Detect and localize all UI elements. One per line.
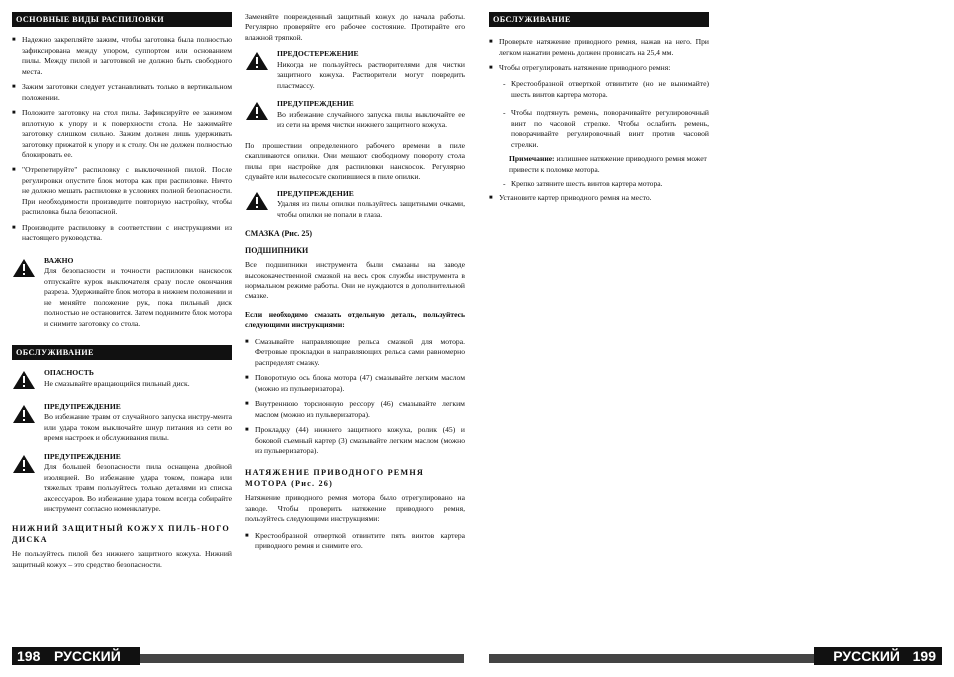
left-column-2 [245, 12, 465, 557]
bullet-marker: ■ [12, 224, 16, 231]
list-item: ■ Установите картер приводного ремня на место. [489, 193, 652, 203]
warning-text: Во избежание случайного запуска пилы выключайте ее из сети на время чистки нижнего защитного кожуха. [277, 109, 465, 130]
warning-triangle-icon [245, 101, 269, 121]
right-column-1 [489, 12, 709, 209]
paragraph-bold: Если необходимо смазать отдельную деталь, пользуйтесь следующими инструкциями: [245, 309, 465, 330]
paragraph: По прошествии определенного рабочего времени в пиле скапливаются опилки. Они мешают свободному повороту стола пилы при настройке для распиловки нанскосок. Регулярно сдувайте или вылесосьте скопившиеся в пиле опилки. [245, 140, 465, 182]
important-text: Для безопасности и точности распиловки нанскосок отпускайте курок выключателя сразу после окончания разреза. Удерживайте блок мотора в нижнем положении и не меняйте положение рук, пока пильный диск полностью не остановится. Затем поднимите блок мотора и снимите заготовку со стола. [44, 266, 233, 328]
list-item: ■ Прокладку (44) нижнего защитного кожуха, ролик (45) и боковой съемный картер (3) смазывайте легким маслом (можно из пульверизатора). [245, 425, 465, 456]
warning-text: Удаляя из пилы опилки пользуйтесь защитными очками, чтобы опилки не попали в глаза. [277, 199, 465, 219]
dash-item: - Чтобы подтянуть ремень, поворачивайте регулировочный винт по часовой стрелке. Чтобы ослабить ремень, поворачивайте регулировочный винт против часовой стрелки. [503, 108, 709, 149]
note-label: Примечание: [509, 154, 555, 164]
subheading-bearings: ПОДШИПНИКИ [245, 246, 309, 255]
warning-block [12, 452, 232, 515]
warning-triangle-icon [245, 191, 269, 211]
danger-block [12, 368, 232, 393]
dash-marker: - [503, 79, 506, 89]
caution-text: Никогда не пользуйтесь растворителями для чистки защитного кожуха. Растворители могут повредить пластмассу. [277, 59, 465, 90]
dash-item: - Крестообразной отверткой отвинтите (но не вынимайте) шесть винтов картера мотора. [503, 79, 709, 99]
left-column-1 [12, 12, 232, 576]
page-number: 199 [912, 648, 936, 664]
list-item: ■ Зажим заготовки следует устанавливать только в вертикальном положении. [12, 82, 232, 102]
list-item: ■ Производите распиловку в соответствии с инструкциями из настоящего руководства. [12, 222, 232, 243]
list-item: ■ "Отрепетируйте" распиловку с выключенной пилой. После регулировки опустите блок мотора как при распиловке. Ничто не должно мешать распиловке в условиях полной безопасности. При необходимости произведите повторную настройку, чтобы распиловка была безопасной. [12, 165, 232, 217]
paragraph: Все подшипники инструмента были смазаны на заводе высококачественной смазкой на весь срок службы инструмента в нормальном режиме работы. Они не нуждаются в дополнительной смазке. [245, 260, 465, 301]
important-block [12, 256, 232, 329]
page-language: РУССКИЙ [833, 648, 900, 664]
note [509, 154, 709, 175]
caution-block [245, 49, 465, 91]
section-header-maintenance: ОБСЛУЖИВАНИЕ [12, 345, 232, 360]
list-item: ■ Внутреннюю торсионную рессору (46) смазывайте легким маслом (можно из пульверизатора). [245, 399, 465, 419]
paragraph: Не пользуйтесь пилой без нижнего защитного кожуха. Нижний защитный кожух – это средство безопасности. [12, 549, 232, 569]
bullet-marker: ■ [245, 427, 249, 434]
paragraph: Заменяйте поврежденный защитный кожух до начала работы. Регулярно проверяйте его рабочее состояние. Протирайте его влажной тряпкой. [245, 12, 465, 42]
warning-block [245, 189, 465, 220]
section-header-cutting-types: ОСНОВНЫЕ ВИДЫ РАСПИЛОВКИ [12, 12, 232, 27]
warning-triangle-icon [12, 258, 36, 278]
bullet-marker: ■ [489, 195, 493, 202]
danger-title: ОПАСНОСТЬ [44, 368, 94, 378]
list-item: ■ Смазывайте направляющие рельса смазкой для мотора. Фетровые прокладки в направляющих рельса сами равномерно распределят смазку. [245, 336, 465, 367]
footer-right [489, 647, 942, 665]
list-item: ■ Надежно закрепляйте зажим, чтобы заготовка была полностью зафиксирована между упором, суппортом или основанием пилы. Между пилой и заготовкой не должно быть свободного места. [12, 35, 232, 76]
warning-block [245, 99, 465, 130]
paragraph: Натяжение приводного ремня мотора было отрегулировано на заводе. Чтобы проверить натяжение приводного ремня, пользуйтесь следующими инструкциями: [245, 493, 465, 524]
warning-text: Во избежание травм от случайного запуска инстру-мента или удара током выключайте шнур питания из сети во время настроек и обслуживания пилы. [44, 412, 232, 443]
warning-title: ПРЕДУПРЕЖДЕНИЕ [44, 401, 121, 411]
list-item: ■ Положите заготовку на стол пилы. Зафиксируйте ее зажимом вплотную к упору и к поверхности стола. Не зажимайте заготовку слишком сильно. Зажим должен лишь удерживать заготовку прижатой к упору и к столу. Он не должен полностью блокировать ее. [12, 108, 232, 159]
warning-triangle-icon [12, 454, 36, 474]
warning-triangle-icon [12, 370, 36, 390]
bullet-marker: ■ [245, 401, 249, 408]
note-text: излишнее натяжение приводного ремня может привести к поломке мотора. [509, 154, 707, 174]
caution-title: ПРЕДОСТЕРЕЖЕНИЕ [277, 49, 359, 59]
bullet-marker: ■ [12, 37, 16, 44]
list-item: ■ Поворотную ось блока мотора (47) смазывайте легким маслом (можно из пульверизатора). [245, 373, 465, 393]
list-item: ■ Проверьте натяжение приводного ремня, нажав на него. При легком нажатии ремень должен провисать на 25,4 мм. [489, 37, 709, 57]
subheading-lower-guard: НИЖНИЙ ЗАЩИТНЫЙ КОЖУХ ПИЛЬ-НОГО ДИСКА [12, 523, 230, 544]
bullet-marker: ■ [12, 110, 16, 117]
danger-text: Не смазывайте вращающийся пильный диск. [44, 378, 190, 388]
section-header-maintenance: ОБСЛУЖИВАНИЕ [489, 12, 709, 27]
warning-triangle-icon [12, 404, 36, 424]
bullet-marker: ■ [245, 338, 249, 345]
important-title: ВАЖНО [44, 255, 74, 265]
list-item: ■ Чтобы отрегулировать натяжение приводного ремня: [489, 63, 671, 73]
bullet-marker: ■ [12, 167, 16, 174]
bullet-marker: ■ [489, 65, 493, 72]
bullet-marker: ■ [12, 84, 16, 91]
dash-marker: - [503, 179, 506, 188]
warning-text: Для большей безопасности пила оснащена двойной изоляцией. Во избежание удара током, пожара или тяжелых травм пользуйтесь только деталями из списка аксессуаров. Во избежание удара током всегда собирайте инструмент согласно номенклатуре. [44, 462, 232, 514]
bullet-marker: ■ [245, 375, 249, 382]
footer-left [12, 647, 464, 665]
warning-title: ПРЕДУПРЕЖДЕНИЕ [277, 188, 354, 198]
page-language: РУССКИЙ [54, 648, 121, 664]
bullet-marker: ■ [245, 532, 249, 539]
dash-marker: - [503, 108, 506, 118]
warning-title: ПРЕДУПРЕЖДЕНИЕ [277, 99, 354, 109]
warning-triangle-icon [245, 51, 269, 71]
subheading-lubrication: СМАЗКА (Рис. 25) [245, 228, 313, 238]
list-item: ■ Крестообразной отверткой отвинтите пять винтов картера приводного ремня и снимите его. [245, 530, 465, 551]
page-number: 198 [17, 648, 41, 664]
bullet-marker: ■ [489, 39, 493, 46]
warning-block [12, 402, 232, 444]
warning-title: ПРЕДУПРЕЖДЕНИЕ [44, 451, 121, 461]
subheading-belt-tension: НАТЯЖЕНИЕ ПРИВОДНОГО РЕМНЯ МОТОРА (Рис. 26) [245, 467, 425, 488]
dash-item: - Крепко затяните шесть винтов картера мотора. [503, 179, 663, 188]
